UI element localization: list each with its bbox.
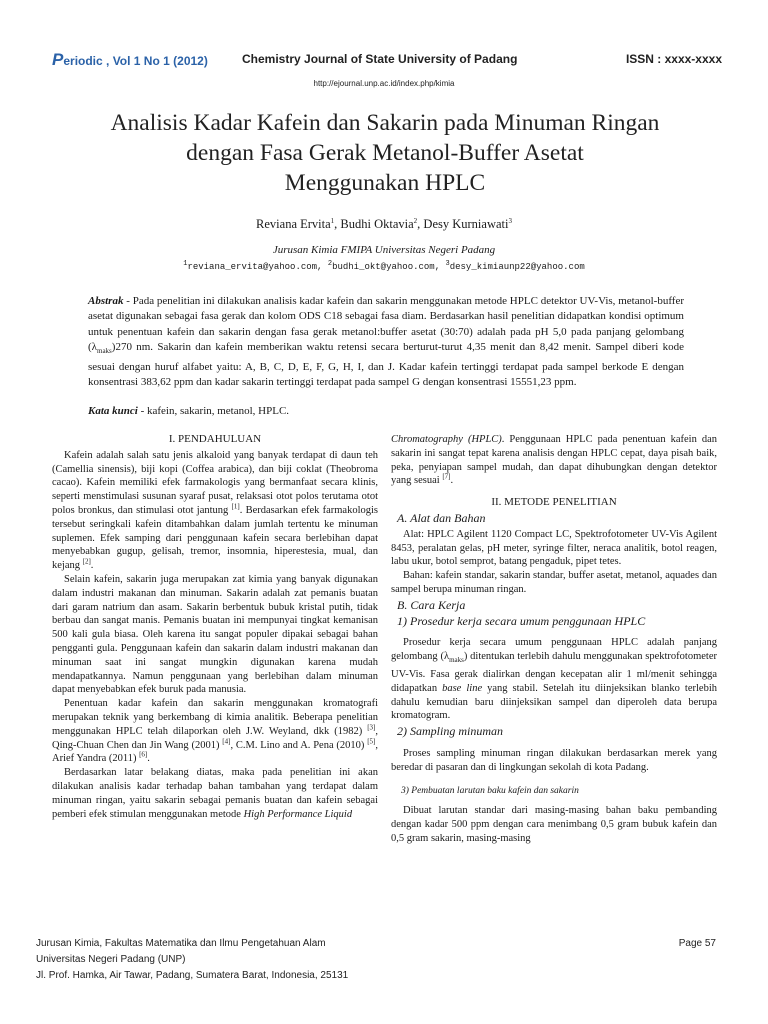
abstract-label: Abstrak <box>88 295 124 307</box>
subsection-heading: 1) Prosedur kerja secara umum penggunaan HPLC <box>397 613 646 628</box>
footer-line: Universitas Negeri Padang (UNP) <box>36 954 186 965</box>
keywords-label: Kata kunci <box>88 405 138 417</box>
footer-line: Jl. Prof. Hamka, Air Tawar, Padang, Sumatera Barat, Indonesia, 25131 <box>36 970 349 981</box>
paragraph: Kafein adalah salah satu jenis alkaloid yang banyak terdapat di daun teh (Camellia sinensis), biji kopi (Coffea arabica), dan biji coklat (Theobroma cacao). Kafein memiliki efek farmakologis yang bermanfaat secara klinis, seperti menstimulasi susunan syaraf pusat, relaksasi otot polos terutama otot polos bronkus, dan stimulasi otot jantung [1]. Berdasarkan efek farmakologis tersebut seringkali kafein ditambahkan dalam jumlah tertentu ke minuman suplemen. Efek samping dari penggunaan kafein secara berlebihan dapat menyebabkan gugup, gelisah, tremor, insomnia, hiperestesia, mual, dan kejang [2]. <box>52 449 378 572</box>
page-number: Page 57 <box>678 938 716 949</box>
right-column <box>391 433 717 846</box>
footer-line: Jurusan Kimia, Fakultas Matematika dan Ilmu Pengetahuan Alam <box>36 938 326 949</box>
paragraph: Selain kafein, sakarin juga merupakan zat kimia yang banyak digunakan dalam industri makanan dan minuman. Sakarin adalah zat pemanis buatan dari garam natrium dan asam. Sakarin berbentuk bubuk kristal putih, tidak berbau dan sangat manis. Pemanis buatan ini mempunyai tingkat kemanisan 500 kali gula biasa. Oleh karena itu sangat populer dipakai sebagai bahan pengganti gula. Penggunaan kafein dan sakarin dalam industri makanan dan minuman saat ini sangat mungkin digunakan karena mudah mendapatkannya. Namun penggunaan yang berlebihan dalam minuman dapat menyebabkan efek buruk pada manusia. <box>52 573 378 696</box>
subsection-heading: 2) Sampling minuman <box>397 724 503 739</box>
section-heading: II. METODE PENELITIAN <box>491 496 617 509</box>
paragraph: Chromatography (HPLC). Penggunaan HPLC pada penentuan kafein dan sakarin ini sangat tepat karena analisis dengan HPLC cepat, daya pisah baik, peka, penyiapan sampel mudah, dan dapat dihubungkan dengan detektor yang sesuai [7]. <box>391 434 718 487</box>
paragraph: Dibuat larutan standar dari masing-masing bahan baku pembanding dengan kadar 500 ppm dengan cara menimbang 0,5 gram bubuk kafein dan 0,5 gram sakarin, masing-masing <box>391 805 717 845</box>
journal-header <box>52 50 722 74</box>
title-line: Analisis Kadar Kafein dan Sakarin pada Minuman Ringan <box>110 110 660 136</box>
keywords: Kata kunci - kafein, sakarin, metanol, HPLC. <box>88 405 290 417</box>
author-list: Reviana Ervita$^1$, Budhi Oktavia$^2$, Desy Kurniawati$^3$ <box>256 216 512 231</box>
title-line: dengan Fasa Gerak Metanol-Buffer Asetat <box>186 140 584 166</box>
title-line: Menggunakan HPLC <box>284 170 486 196</box>
affiliation: Jurusan Kimia FMIPA Universitas Negeri Padang <box>272 244 496 256</box>
paragraph: Penentuan kadar kafein dan sakarin menggunakan kromatografi merupakan teknik yang berkembang di kimia analitik. Beberapa penelitian menggunakan HPLC telah dilaporkan oleh J.W. Weyland, dkk (1982) [3], Qing-Chuan Chen dan Jin Wang (2001) [4], C.M. Lino and A. Pena (2010) [5], Arief Yandra (2011) [6]. <box>52 698 378 765</box>
journal-volume: Periodic , Vol 1 No 1 (2012) <box>52 50 208 69</box>
subsection-heading: 3) Pembuatan larutan baku kafein dan sakarin <box>401 785 579 796</box>
journal-name: Chemistry Journal of State University of Padang <box>242 52 518 66</box>
paragraph: Alat: HPLC Agilent 1120 Compact LC, Spektrofotometer UV-Vis Agilent 8453, peralatan gelas, pH meter, syringe filter, neraca analitik, botol reagen, labu ukur, botol semprot, batang pengaduk, pipet tetes. <box>391 528 717 568</box>
page-footer <box>36 936 716 984</box>
paragraph: Proses sampling minuman ringan dilakukan berdasarkan merek yang beredar di pasaran dan di lingkungan sekolah di kota Padang. <box>391 748 717 773</box>
journal-url[interactable]: http://ejournal.unp.ac.id/index.php/kimia <box>313 79 455 88</box>
issn: ISSN : xxxx-xxxx <box>625 52 722 66</box>
left-column <box>52 433 378 821</box>
paper-title <box>40 108 730 198</box>
paragraph: Berdasarkan latar belakang diatas, maka pada penelitian ini akan dilakukan analisis kadar terhadap bahan tambahan yang terdapat dalam minuman ringan, yaitu sakarin sebagai pemanis buatan dan kafein sebagai pemberi efek stimulan menggunakan metode High Performance Liquid <box>52 767 378 820</box>
paragraph: Bahan: kafein standar, sakarin standar, buffer asetat, metanol, aquades dan sampel berupa minuman ringan. <box>391 570 717 595</box>
subsection-heading: A. Alat dan Bahan <box>397 510 486 525</box>
abstract: Abstrak - Pada penelitian ini dilakukan analisis kadar kafein dan sakarin menggunakan metode HPLC detektor UV-Vis, metanol-buffer asetat digunakan sebagai fasa gerak dan kolom ODS C18 sebagai fasa diam. Berdasarkan hasil penelitian didapatkan kondisi optimum untuk penentuan kafein dan sakarin dengan fasa gerak metanol:buffer asetat (30:70) adalah pada pH 5,0 pada panjang gelombang $(\lambda_{maks})270$ nm. Sakarin dan kafein memberikan waktu retensi secara berturut-turut 4,35 menit dan 8,42 menit. Sampel diberi kode sesuai dengan huruf alfabet yaitu: A, B, C, D, E, F, G, H, I, dan J. Kadar kafein tertinggi terdapat pada sampel berkode E dengan konsentrasi 383,62 ppm dan kadar sakarin tertinggi terdapat pada sampel G dengan konsentrasi 15551,23 ppm. <box>88 295 684 389</box>
author-emails: $^1$reviana_ervita@yahoo.com, $^2$budhi_okt@yahoo.com, $^3$desy_kimiaunp22@yahoo.com <box>183 260 585 272</box>
paragraph: Prosedur kerja secara umum penggunaan HPLC adalah panjang gelombang $(\lambda_{maks})$ ditentukan terlebih dahulu menggunakan spektrofotometer UV-Vis. Fasa gerak dialirkan dengan kecepatan alir 1 ml/menit sehingga didapatkan base line yang stabil. Setelah itu diinjeksikan blanko terlebih dahulu kemudian baru diinjeksikan sampel dan diperoleh data berupa kromatogram. <box>391 637 717 722</box>
section-heading: I. PENDAHULUAN <box>168 433 262 445</box>
subsection-heading: B. Cara Kerja <box>397 597 466 612</box>
